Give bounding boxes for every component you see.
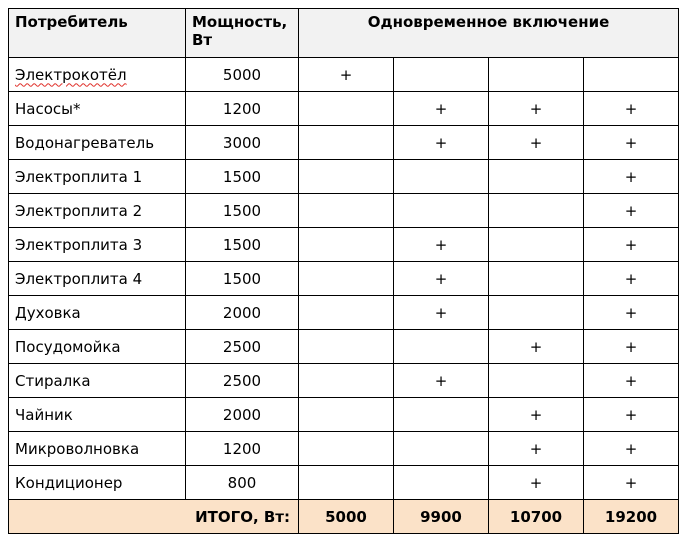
mark-cell-3: + [489, 126, 584, 160]
consumer-name: Насосы* [15, 99, 81, 118]
consumer-name: Чайник [15, 405, 73, 424]
total-row [9, 500, 679, 534]
mark-cell-4: + [584, 296, 679, 330]
power-cell: 2500 [186, 330, 299, 364]
mark-cell-2: + [394, 364, 489, 398]
consumer-name-cell [9, 466, 186, 500]
mark-cell-1 [299, 466, 394, 500]
consumer-name: Духовка [15, 303, 81, 322]
mark-cell-1 [299, 194, 394, 228]
power-cell: 2000 [186, 398, 299, 432]
power-cell: 800 [186, 466, 299, 500]
mark-cell-2 [394, 398, 489, 432]
power-cell: 1200 [186, 92, 299, 126]
table-row [9, 330, 679, 364]
table-row [9, 58, 679, 92]
mark-cell-4: + [584, 262, 679, 296]
consumer-name-cell [9, 364, 186, 398]
consumer-name-cell [9, 262, 186, 296]
mark-cell-1 [299, 364, 394, 398]
mark-cell-1 [299, 330, 394, 364]
mark-cell-4: + [584, 364, 679, 398]
consumer-name: Водонагреватель [15, 133, 155, 152]
mark-cell-4: + [584, 330, 679, 364]
table-body [9, 58, 679, 534]
mark-cell-1 [299, 92, 394, 126]
mark-cell-3 [489, 160, 584, 194]
header-power-line2: Вт [192, 31, 213, 49]
consumer-name: Электроплита 3 [15, 235, 143, 254]
table-row [9, 398, 679, 432]
consumer-name-cell [9, 330, 186, 364]
consumer-name: Кондиционер [15, 473, 123, 492]
consumer-name: Электрокотёл [15, 65, 127, 84]
consumer-name-cell [9, 126, 186, 160]
table-row [9, 160, 679, 194]
mark-cell-1 [299, 126, 394, 160]
mark-cell-2 [394, 58, 489, 92]
table-row [9, 92, 679, 126]
consumer-name: Электроплита 1 [15, 167, 143, 186]
header-simultaneous [299, 9, 679, 58]
table-row [9, 194, 679, 228]
mark-cell-4 [584, 58, 679, 92]
consumer-name-cell [9, 296, 186, 330]
mark-cell-4: + [584, 432, 679, 466]
mark-cell-3: + [489, 398, 584, 432]
mark-cell-1 [299, 228, 394, 262]
consumer-name: Микроволновка [15, 439, 140, 458]
mark-cell-3 [489, 262, 584, 296]
power-consumption-table [8, 8, 679, 534]
consumer-name-cell [9, 194, 186, 228]
mark-cell-3 [489, 58, 584, 92]
consumer-name: Электроплита 4 [15, 269, 143, 288]
mark-cell-3: + [489, 330, 584, 364]
mark-cell-2 [394, 160, 489, 194]
mark-cell-4: + [584, 92, 679, 126]
mark-cell-2 [394, 466, 489, 500]
power-cell: 5000 [186, 58, 299, 92]
mark-cell-4: + [584, 466, 679, 500]
mark-cell-2: + [394, 92, 489, 126]
table-row [9, 126, 679, 160]
power-cell: 1500 [186, 160, 299, 194]
consumer-name: Электроплита 2 [15, 201, 143, 220]
header-row [9, 9, 679, 58]
power-cell: 2000 [186, 296, 299, 330]
mark-cell-3 [489, 194, 584, 228]
consumer-name-cell [9, 228, 186, 262]
mark-cell-2: + [394, 228, 489, 262]
header-simultaneous-label: Одновременное включение [367, 13, 610, 31]
consumer-name-cell [9, 432, 186, 466]
total-value-2: 9900 [394, 500, 489, 534]
mark-cell-2: + [394, 296, 489, 330]
total-label: ИТОГО, Вт: [9, 500, 299, 534]
consumer-name-cell [9, 58, 186, 92]
mark-cell-2: + [394, 262, 489, 296]
mark-cell-4: + [584, 194, 679, 228]
table-row [9, 466, 679, 500]
table-row [9, 296, 679, 330]
header-power-line1: Мощность, [192, 13, 288, 31]
power-cell: 2500 [186, 364, 299, 398]
mark-cell-3 [489, 296, 584, 330]
mark-cell-3: + [489, 92, 584, 126]
mark-cell-1 [299, 160, 394, 194]
mark-cell-2 [394, 194, 489, 228]
consumer-name-cell [9, 160, 186, 194]
mark-cell-1 [299, 432, 394, 466]
mark-cell-3 [489, 228, 584, 262]
mark-cell-4: + [584, 228, 679, 262]
power-cell: 1500 [186, 228, 299, 262]
mark-cell-1 [299, 296, 394, 330]
consumer-name-cell [9, 398, 186, 432]
total-value-1: 5000 [299, 500, 394, 534]
total-value-3: 10700 [489, 500, 584, 534]
mark-cell-2: + [394, 126, 489, 160]
header-power [186, 9, 299, 58]
table-row [9, 432, 679, 466]
table-row [9, 262, 679, 296]
consumer-name: Стиралка [15, 371, 91, 390]
mark-cell-3: + [489, 466, 584, 500]
mark-cell-2 [394, 330, 489, 364]
mark-cell-1: + [299, 58, 394, 92]
mark-cell-4: + [584, 160, 679, 194]
consumer-name: Посудомойка [15, 337, 121, 356]
consumer-name-cell [9, 92, 186, 126]
header-consumer-label: Потребитель [15, 13, 128, 31]
mark-cell-1 [299, 398, 394, 432]
power-cell: 1200 [186, 432, 299, 466]
table-row [9, 228, 679, 262]
mark-cell-3 [489, 364, 584, 398]
table-row [9, 364, 679, 398]
total-value-4: 19200 [584, 500, 679, 534]
mark-cell-2 [394, 432, 489, 466]
power-cell: 1500 [186, 194, 299, 228]
mark-cell-4: + [584, 398, 679, 432]
mark-cell-3: + [489, 432, 584, 466]
power-cell: 3000 [186, 126, 299, 160]
mark-cell-1 [299, 262, 394, 296]
power-cell: 1500 [186, 262, 299, 296]
mark-cell-4: + [584, 126, 679, 160]
header-consumer [9, 9, 186, 58]
